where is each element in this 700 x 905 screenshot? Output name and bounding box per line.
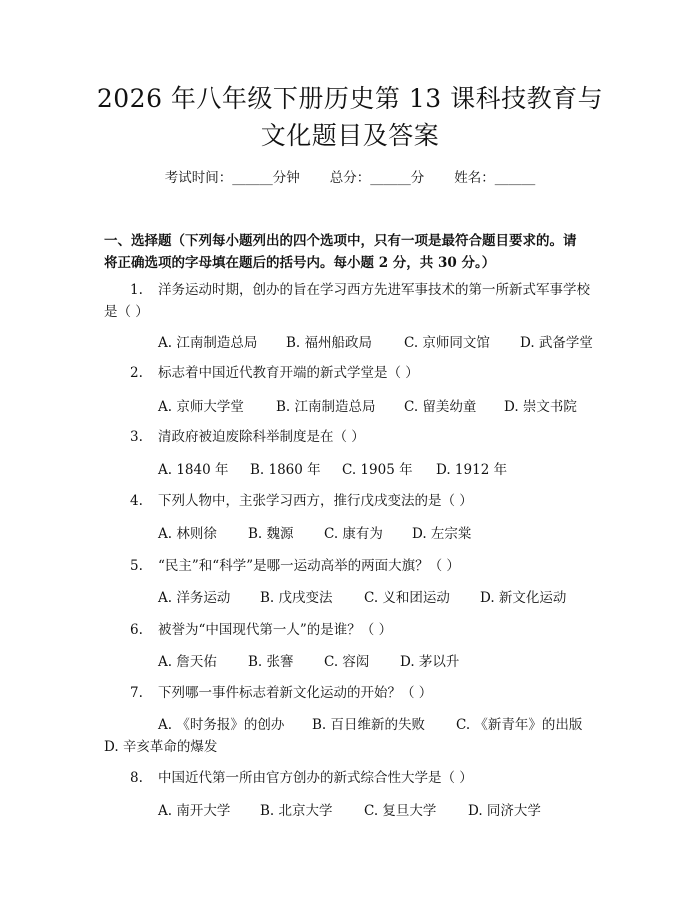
option-a: A. 詹天佑 [158,654,217,670]
question-7-options-cont [104,736,604,758]
option-c: C. 京师同文馆 [404,335,490,351]
exam-name: 姓名：______ [454,170,536,186]
option-d: D. 1912 年 [436,462,508,478]
option-d: D. 同济大学 [468,803,541,819]
question-2 [104,362,604,384]
exam-info [0,168,700,188]
question-text: 清政府被迫废除科举制度是在（ ） [158,429,365,445]
section-heading-line-2: 将正确选项的字母填在题后的括号内。每小题 2 分，共 30 分。） [104,255,496,271]
question-text: “民主”和“科学”是哪一运动高举的两面大旗？（ ） [158,558,460,574]
option-c: C. 《新青年》的出版 [456,717,583,733]
question-2-options [104,396,658,418]
option-a: A. 南开大学 [158,803,231,819]
question-text: 标志着中国近代教育开端的新式学堂是（ ） [158,365,419,381]
question-text: 洋务运动时期，创办的旨在学习西方先进军事技术的第一所新式军事学校 [158,282,590,298]
option-c: C. 复旦大学 [364,803,437,819]
option-d: D. 新文化运动 [480,590,567,606]
question-3-options [104,459,658,481]
question-text: 中国近代第一所由官方创办的新式综合性大学是（ ） [158,770,473,786]
section-heading [104,230,604,274]
question-text-cont: 是（ ） [104,304,149,320]
question-6 [104,619,604,641]
question-text: 被誉为“中国现代第一人”的是谁？（ ） [158,622,393,638]
question-text: 下列哪一事件标志着新文化运动的开始？（ ） [158,685,433,701]
option-d: D. 崇文书院 [504,399,577,415]
question-1 [104,279,604,323]
question-7-options [104,714,658,736]
option-a: A. 京师大学堂 [158,399,244,415]
option-b: B. 福州船政局 [286,335,373,351]
option-c: C. 康有为 [324,526,383,542]
option-d: D. 左宗棠 [412,526,472,542]
option-a: A. 1840 年 [158,462,229,478]
option-a: A. 林则徐 [158,526,217,542]
question-5 [104,555,604,577]
question-text: 下列人物中，主张学习西方，推行戊戌变法的是（ ） [158,493,473,509]
option-a: A. 江南制造总局 [158,335,258,351]
title-line-2: 文化题目及答案 [260,121,440,150]
question-number: 8. [130,770,143,786]
exam-score: 总分：______分 [329,170,425,186]
option-d: D. 辛亥革命的爆发 [104,739,218,755]
question-8 [104,767,604,789]
question-3 [104,426,604,448]
question-4-options [104,523,658,545]
option-b: B. 北京大学 [260,803,333,819]
option-b: B. 百日维新的失败 [312,717,426,733]
option-c: C. 留美幼童 [404,399,477,415]
question-number: 1. [130,282,143,298]
question-number: 7. [130,685,143,701]
option-b: B. 魏源 [248,526,294,542]
question-7 [104,682,604,704]
question-1-options [104,332,658,354]
option-b: B. 张謇 [248,654,294,670]
question-5-options [104,587,658,609]
question-4 [104,490,604,512]
option-d: D. 茅以升 [400,654,460,670]
question-8-options [104,800,658,822]
exam-time: 考试时间：______分钟 [164,170,300,186]
question-6-options [104,651,658,673]
option-b: B. 1860 年 [250,462,321,478]
section-heading-line-1: 一、选择题（下列每小题列出的四个选项中，只有一项是最符合题目要求的。请 [104,233,577,249]
option-c: C. 容闳 [324,654,370,670]
option-b: B. 江南制造总局 [276,399,376,415]
option-a: A. 《时务报》的创办 [158,717,285,733]
question-number: 6. [130,622,143,638]
question-number: 4. [130,493,143,509]
title-line-1: 2026 年八年级下册历史第 13 课科技教育与 [96,84,604,113]
question-number: 2. [130,365,143,381]
option-b: B. 戊戌变法 [260,590,333,606]
option-c: C. 义和团运动 [364,590,450,606]
question-number: 5. [130,558,143,574]
option-c: C. 1905 年 [342,462,413,478]
question-number: 3. [130,429,143,445]
option-a: A. 洋务运动 [158,590,231,606]
option-d: D. 武备学堂 [520,335,593,351]
